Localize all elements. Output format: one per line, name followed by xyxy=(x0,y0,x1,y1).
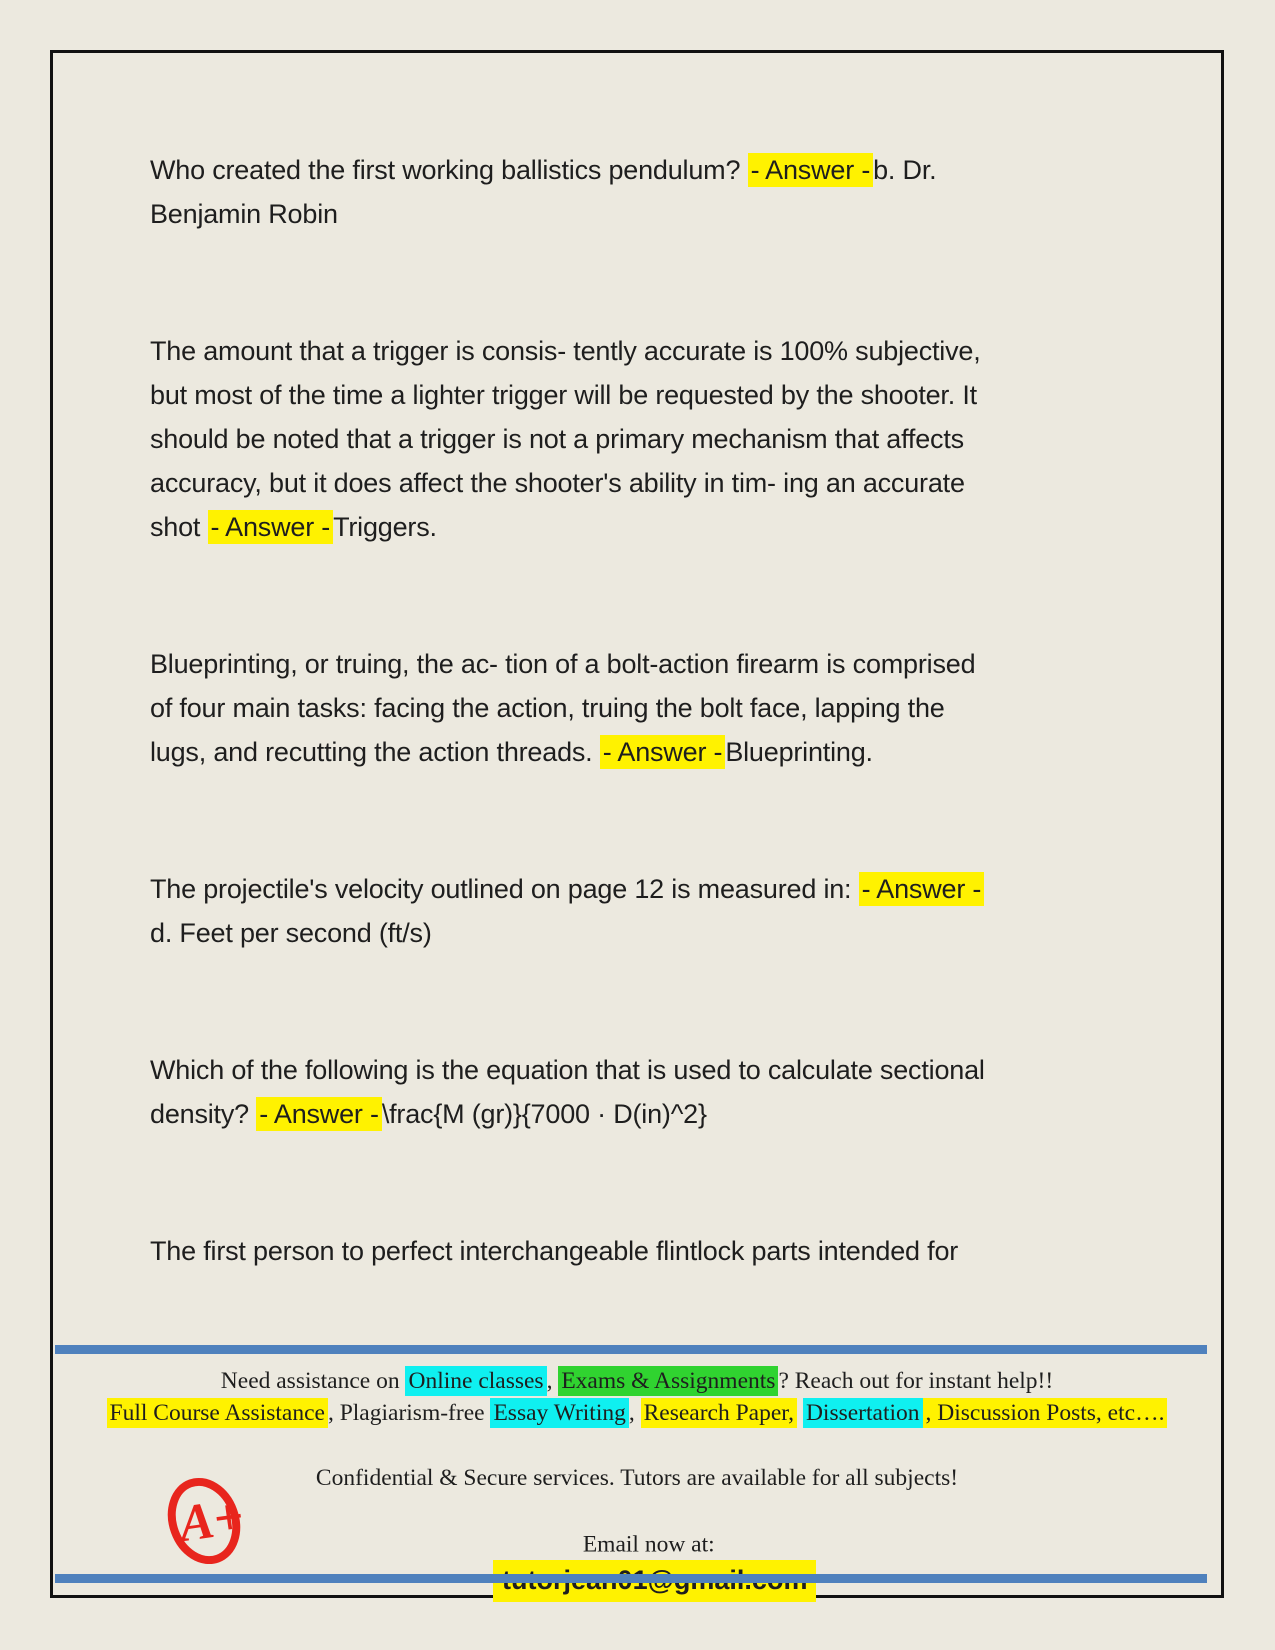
text-line xyxy=(150,417,1161,461)
qa-paragraph xyxy=(150,1048,1161,1136)
footer-confidential-line: Confidential & Secure services. Tutors are available for all subjects! xyxy=(315,1465,959,1491)
text-segment: The first person to perfect interchangeable flintlock parts intended for xyxy=(150,1236,959,1266)
highlighted-text-yellow: - Answer - xyxy=(208,510,334,544)
text-line xyxy=(150,373,1161,417)
text-line xyxy=(150,192,1161,236)
text-segment: Who created the first working ballistics pendulum? xyxy=(150,155,748,185)
divider-rule-bottom xyxy=(55,1574,1207,1583)
text-segment: Blueprinting, or truing, the ac- tion of a bolt-action firearm is comprised xyxy=(150,649,976,679)
highlighted-text-yellow: - Answer - xyxy=(859,872,985,906)
text-line xyxy=(150,911,1161,955)
highlighted-text-yellow: , Discussion Posts, etc…. xyxy=(923,1398,1168,1428)
text-line xyxy=(150,686,1161,730)
text-line xyxy=(150,461,1161,505)
text-line xyxy=(150,867,1161,911)
logo-a-glyph: A+ xyxy=(175,1487,245,1554)
qa-paragraph xyxy=(150,148,1161,236)
text-segment: The amount that a trigger is consis- tently accurate is 100% subjective, xyxy=(150,336,981,366)
qa-paragraph xyxy=(150,867,1161,955)
highlighted-text-yellow: - Answer - xyxy=(256,1097,382,1131)
text-segment: Which of the following is the equation that is used to calculate sectional xyxy=(150,1055,985,1085)
text-segment: Benjamin Robin xyxy=(150,199,338,229)
qa-paragraph xyxy=(150,1229,1161,1273)
text-segment: ? Reach out for instant help!! xyxy=(778,1368,1054,1394)
highlighted-text-yellow: Full Course Assistance xyxy=(107,1398,328,1428)
highlighted-text-yellow: Research Paper, xyxy=(641,1398,797,1428)
text-line xyxy=(150,148,1161,192)
highlighted-text-yellow: - Answer - xyxy=(600,735,726,769)
qa-paragraph xyxy=(150,329,1161,549)
text-segment: , Plagiarism-free xyxy=(327,1400,491,1426)
highlighted-text-green: Exams & Assignments xyxy=(558,1366,778,1396)
text-segment: lugs, and recutting the action threads. xyxy=(150,737,600,767)
text-segment: of four main tasks: facing the action, truing the bolt face, lapping the xyxy=(150,693,945,723)
text-segment: accuracy, but it does affect the shooter's ability in tim- ing an accurate xyxy=(150,468,965,498)
text-line xyxy=(150,1048,1161,1092)
text-segment: The projectile's velocity outlined on page 12 is measured in: xyxy=(150,874,859,904)
qa-content xyxy=(150,148,1161,1273)
text-segment: Blueprinting. xyxy=(725,737,873,767)
footer-services-line xyxy=(53,1398,1221,1428)
divider-rule-top xyxy=(55,1345,1207,1354)
text-segment: but most of the time a lighter trigger will be requested by the shooter. It xyxy=(150,380,977,410)
highlighted-text-cyan: Essay Writing xyxy=(490,1398,628,1428)
text-segment: , xyxy=(546,1368,559,1394)
text-line xyxy=(150,642,1161,686)
footer-email-line xyxy=(53,1498,1221,1558)
text-segment: should be noted that a trigger is not a primary mechanism that affects xyxy=(150,424,964,454)
text-segment: \frac{M (gr)}{7000 · D(in)^2} xyxy=(381,1099,707,1129)
text-line xyxy=(150,730,1161,774)
text-segment: Triggers. xyxy=(333,512,437,542)
text-line xyxy=(150,1229,1161,1273)
highlighted-text-cyan: Online classes xyxy=(405,1366,546,1396)
text-line xyxy=(150,329,1161,373)
text-line xyxy=(150,1092,1161,1136)
footer-help-line xyxy=(53,1366,1221,1396)
highlighted-text-cyan: Dissertation xyxy=(803,1398,923,1428)
text-segment: b. Dr. xyxy=(873,155,937,185)
highlighted-text-yellow: - Answer - xyxy=(748,153,874,187)
text-segment: Need assistance on xyxy=(220,1368,406,1394)
qa-paragraph xyxy=(150,642,1161,774)
text-segment: density? xyxy=(150,1099,257,1129)
page-frame xyxy=(50,50,1224,1598)
email-label: Email now at: xyxy=(582,1531,715,1558)
text-segment: , xyxy=(628,1400,641,1426)
text-line xyxy=(150,505,1161,549)
text-segment: shot xyxy=(150,512,208,542)
text-segment: d. Feet per second (ft/s) xyxy=(150,918,432,948)
